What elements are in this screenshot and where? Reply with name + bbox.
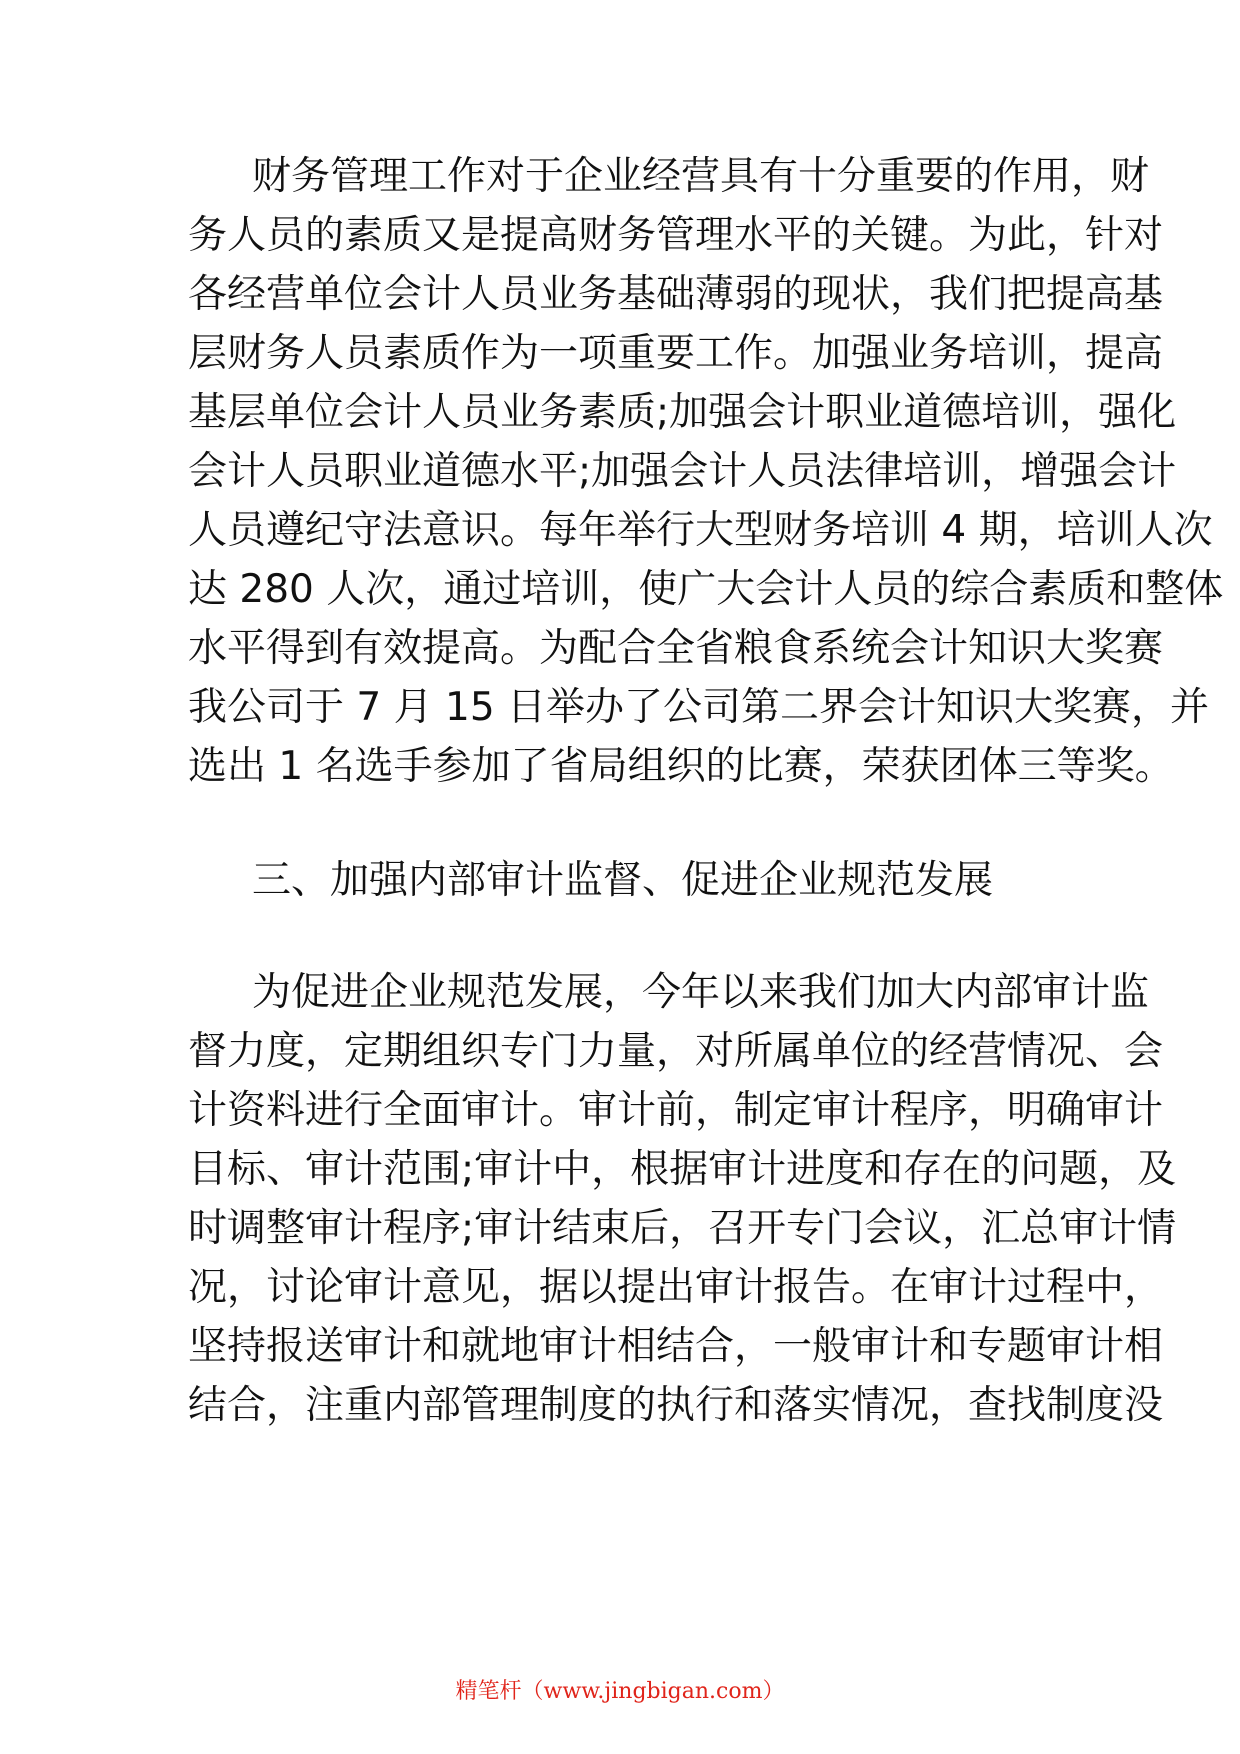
paragraph-2-line-3: 计资料进行全面审计。审计前，制定审计程序，明确审计 bbox=[188, 1088, 1164, 1133]
paragraph-1-line-6: 会计人员职业道德水平;加强会计人员法律培训，增强会计 bbox=[188, 449, 1177, 494]
paragraph-1-line-5: 基层单位会计人员业务素质;加强会计职业道德培训，强化 bbox=[188, 390, 1177, 435]
paragraph-1-line-10: 我公司于 7 月 15 日举办了公司第二界会计知识大奖赛，并 bbox=[188, 685, 1210, 730]
paragraph-2-line-8: 结合，注重内部管理制度的执行和落实情况，查找制度没 bbox=[188, 1383, 1164, 1428]
paragraph-2-line-5: 时调整审计程序;审计结束后，召开专门会议，汇总审计情 bbox=[188, 1206, 1177, 1251]
section-heading: 三、加强内部审计监督、促进企业规范发展 bbox=[252, 858, 994, 903]
paragraph-2-line-6: 况，讨论审计意见，据以提出审计报告。在审计过程中， bbox=[188, 1265, 1164, 1310]
paragraph-2-line-4: 目标、审计范围;审计中，根据审计进度和存在的问题，及 bbox=[188, 1147, 1177, 1192]
paragraph-2-line-7: 坚持报送审计和就地审计相结合，一般审计和专题审计相 bbox=[188, 1324, 1164, 1369]
paragraph-1-line-1: 财务管理工作对于企业经营具有十分重要的作用，财 bbox=[252, 154, 1150, 199]
paragraph-2-line-2: 督力度，定期组织专门力量，对所属单位的经营情况、会 bbox=[188, 1029, 1164, 1074]
paragraph-1-line-3: 各经营单位会计人员业务基础薄弱的现状，我们把提高基 bbox=[188, 272, 1164, 317]
paragraph-1-line-7: 人员遵纪守法意识。每年举行大型财务培训 4 期，培训人次 bbox=[188, 508, 1213, 553]
paragraph-1-line-9: 水平得到有效提高。为配合全省粮食系统会计知识大奖赛 bbox=[188, 626, 1164, 671]
footer-watermark: 精笔杆（www.jingbigan.com） bbox=[455, 1679, 785, 1704]
paragraph-1-line-2: 务人员的素质又是提高财务管理水平的关键。为此，针对 bbox=[188, 213, 1164, 258]
paragraph-1-line-4: 层财务人员素质作为一项重要工作。加强业务培训，提高 bbox=[188, 331, 1164, 376]
paragraph-1-line-8: 达 280 人次，通过培训，使广大会计人员的综合素质和整体 bbox=[188, 567, 1224, 612]
paragraph-1-line-11: 选出 1 名选手参加了省局组织的比赛，荣获团体三等奖。 bbox=[188, 744, 1174, 789]
paragraph-2-line-1: 为促进企业规范发展，今年以来我们加大内部审计监 bbox=[252, 970, 1150, 1015]
